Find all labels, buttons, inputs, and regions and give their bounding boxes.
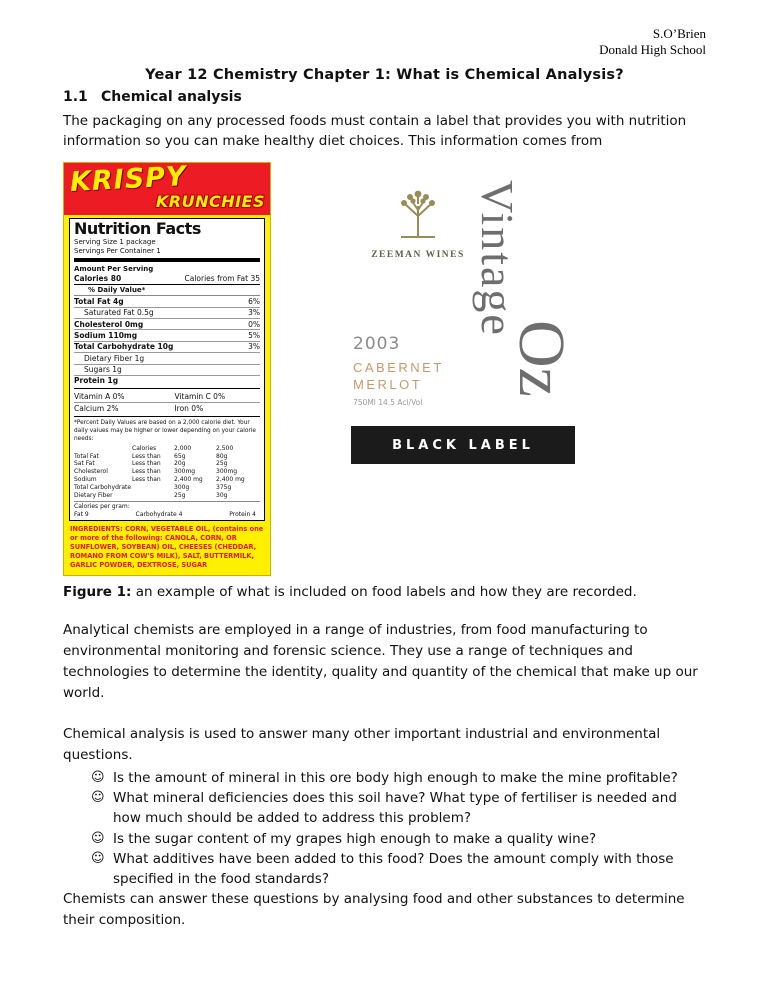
table-cell: Less than bbox=[132, 460, 161, 468]
school-name: Donald High School bbox=[599, 42, 706, 58]
list-item bbox=[63, 829, 706, 849]
nutrient-row bbox=[74, 342, 260, 353]
table-cell: 80g bbox=[216, 452, 228, 460]
bullet-text: What additives have been added to this food? Does the amount comply with those specified in the food standards? bbox=[113, 850, 674, 888]
list-item bbox=[63, 768, 706, 788]
nutrient-dv: 3% bbox=[248, 308, 260, 318]
smiley-bullet-icon: ☺ bbox=[91, 850, 105, 866]
nutrient-label: Saturated Fat 0.5g bbox=[84, 308, 154, 318]
page-title: Year 12 Chemistry Chapter 1: What is Chemical Analysis? bbox=[145, 66, 624, 83]
figure-caption-text: an example of what is included on food labels and how they are recorded. bbox=[131, 584, 637, 601]
servings-per-container: Servings Per Container 1 bbox=[74, 247, 161, 256]
oz-vertical-text: Oz bbox=[505, 320, 578, 398]
wine-label-image bbox=[351, 174, 578, 464]
table-cell: Less than bbox=[132, 452, 161, 460]
nutrient-label: Sugars 1g bbox=[84, 365, 122, 375]
page-header bbox=[63, 26, 706, 59]
table-cell: Cholesterol bbox=[74, 468, 108, 476]
vitamin-row bbox=[74, 403, 260, 414]
calories-per-gram-values bbox=[74, 511, 260, 518]
nutrient-row bbox=[74, 330, 260, 341]
table-cell: 300mg bbox=[174, 468, 196, 476]
bullet-text: What mineral deficiencies does this soil have? What type of fertiliser is needed and how much should be added to address this problem? bbox=[113, 790, 677, 827]
figure-images bbox=[63, 161, 706, 569]
table-cell: Dietary Fiber bbox=[74, 491, 113, 499]
nutrient-row bbox=[74, 308, 260, 319]
nutrient-dv: 5% bbox=[248, 330, 260, 340]
smiley-bullet-icon: ☺ bbox=[91, 790, 105, 806]
question-list bbox=[63, 768, 706, 890]
table-cell: Less than bbox=[132, 468, 161, 476]
table-cell: 300mg bbox=[216, 468, 238, 476]
vitamin-left: Calcium 2% bbox=[74, 404, 119, 414]
nutrient-row bbox=[74, 296, 260, 307]
smiley-bullet-icon: ☺ bbox=[91, 830, 105, 846]
brand-krispy-text: KRISPY bbox=[69, 161, 188, 199]
serving-size: Serving Size 1 package bbox=[74, 238, 156, 247]
bullet-text: Is the sugar content of my grapes high enough to make a quality wine? bbox=[113, 830, 597, 847]
list-item bbox=[63, 788, 706, 829]
divider bbox=[74, 258, 260, 262]
figure-caption bbox=[63, 584, 706, 600]
table-cell: Total Carbohydrate bbox=[74, 483, 132, 491]
nutrient-row bbox=[74, 365, 260, 376]
section-title: Chemical analysis bbox=[101, 88, 242, 105]
daily-value-header: % Daily Value* bbox=[74, 285, 260, 296]
wine-label-body bbox=[351, 174, 578, 426]
dv-footnote: *Percent Daily Values are based on a 2,000 calorie diet. Your daily values may be higher or lower depending on your calorie needs: bbox=[74, 420, 256, 442]
table-cell: Calories bbox=[132, 444, 157, 452]
wine-variety-cabernet: CABERNET bbox=[353, 360, 444, 376]
daily-values-table bbox=[74, 445, 260, 500]
wine-variety-merlot: MERLOT bbox=[353, 377, 423, 393]
table-cell: 2,400 mg bbox=[174, 475, 203, 483]
calories-value: Calories 80 bbox=[74, 274, 122, 284]
nutrient-dv: 0% bbox=[248, 319, 260, 329]
calories-per-gram-label: Calories per gram: bbox=[74, 501, 260, 511]
vintage-vertical-text: Vintage bbox=[472, 180, 523, 338]
nutrition-facts-panel bbox=[69, 218, 265, 521]
list-item bbox=[63, 849, 706, 890]
nutrition-label-image bbox=[63, 162, 271, 575]
divider bbox=[74, 416, 260, 417]
table-cell: 2,500 bbox=[216, 444, 234, 452]
table-cell: 25g bbox=[174, 491, 186, 499]
paragraph-questions-intro: Chemical analysis is used to answer many other important industrial and environmental questions. bbox=[63, 726, 661, 763]
table-cell bbox=[132, 484, 174, 492]
table-cell: 2,400 mg bbox=[216, 475, 245, 483]
intro-paragraph: The packaging on any processed foods must contain a label that provides you with nutrition information so you can make healthy diet choices. This information comes from bbox=[63, 112, 687, 150]
table-cell: 2,000 bbox=[174, 444, 192, 452]
wine-year: 2003 bbox=[353, 334, 401, 355]
nutrient-label: Sodium 110mg bbox=[74, 330, 138, 340]
nutrition-facts-title: Nutrition Facts bbox=[74, 219, 201, 239]
table-cell: 65g bbox=[174, 452, 186, 460]
divider bbox=[74, 388, 260, 389]
vitamin-row bbox=[74, 391, 260, 403]
section-heading bbox=[63, 89, 706, 105]
nutrient-label: Total Carbohydrate 10g bbox=[74, 342, 174, 352]
table-cell bbox=[132, 492, 174, 500]
tree-icon bbox=[383, 186, 453, 244]
bullet-text: Is the amount of mineral in this ore body high enough to make the mine profitable? bbox=[113, 769, 678, 786]
nutrient-label: Total Fat 4g bbox=[74, 296, 124, 306]
table-cell: 30g bbox=[216, 491, 228, 499]
cpg-carbohydrate: Carbohydrate 4 bbox=[135, 511, 183, 519]
table-cell: 375g bbox=[216, 483, 232, 491]
table-cell: 20g bbox=[174, 460, 186, 468]
nutrient-label: Protein 1g bbox=[74, 376, 119, 386]
table-cell bbox=[74, 445, 132, 453]
table-cell: Less than bbox=[132, 475, 161, 483]
black-label-bar: BLACK LABEL bbox=[351, 426, 575, 464]
calories-from-fat: Calories from Fat 35 bbox=[184, 274, 260, 284]
nutrient-dv: 6% bbox=[248, 296, 260, 306]
nutrient-label: Dietary Fiber 1g bbox=[84, 353, 145, 363]
vitamin-right: Iron 0% bbox=[174, 404, 204, 414]
vitamin-left: Vitamin A 0% bbox=[74, 392, 125, 402]
table-cell: Total Fat bbox=[74, 452, 99, 460]
cpg-protein: Protein 4 bbox=[229, 511, 256, 519]
nutrient-row bbox=[74, 319, 260, 330]
table-cell: Sodium bbox=[74, 475, 97, 483]
amount-per-serving: Amount Per Serving bbox=[74, 265, 154, 274]
table-cell: 25g bbox=[216, 460, 228, 468]
smiley-bullet-icon: ☺ bbox=[91, 769, 105, 785]
nutrient-dv: 3% bbox=[248, 342, 260, 352]
closing-paragraph: Chemists can answer these questions by analysing food and other substances to determine their composition. bbox=[63, 891, 685, 929]
vitamin-right: Vitamin C 0% bbox=[174, 392, 226, 402]
author-name: S.O’Brien bbox=[652, 26, 706, 41]
table-cell: 300g bbox=[174, 483, 190, 491]
nutrient-row bbox=[74, 376, 260, 386]
brand-banner bbox=[64, 163, 270, 215]
nutrient-row bbox=[74, 353, 260, 364]
brand-krunchies-text: KRUNCHIES bbox=[155, 192, 265, 212]
paragraph-industry: Analytical chemists are employed in a range of industries, from food manufacturing to environmental monitoring and forensic science. They use a range of techniques and technologies to determine the identity, quality and quantity of the chemical that make up our world. bbox=[63, 622, 698, 702]
section-number: 1.1 bbox=[63, 88, 88, 105]
figure-caption-label: Figure 1: bbox=[63, 584, 132, 601]
wine-volume: 750Ml 14.5 Acl/Vol bbox=[353, 398, 423, 408]
calories-row bbox=[74, 274, 260, 285]
cpg-fat: Fat 9 bbox=[74, 511, 89, 519]
table-cell: Sat Fat bbox=[74, 460, 95, 468]
winery-name: ZEEMAN WINES bbox=[371, 250, 465, 261]
ingredients-text: INGREDIENTS: CORN, VEGETABLE OIL, (contains one or more of the following: CANOLA, CORN, OR SUNFLOWER, SOYBEAN) OIL, CHEESES (CHEDDAR, ROMANO FROM COW'S MILK), SALT, BUTTERMILK, GARLIC POWDER, DEXTROSE, SUGAR bbox=[70, 525, 264, 569]
nutrient-label: Cholesterol 0mg bbox=[74, 319, 144, 329]
